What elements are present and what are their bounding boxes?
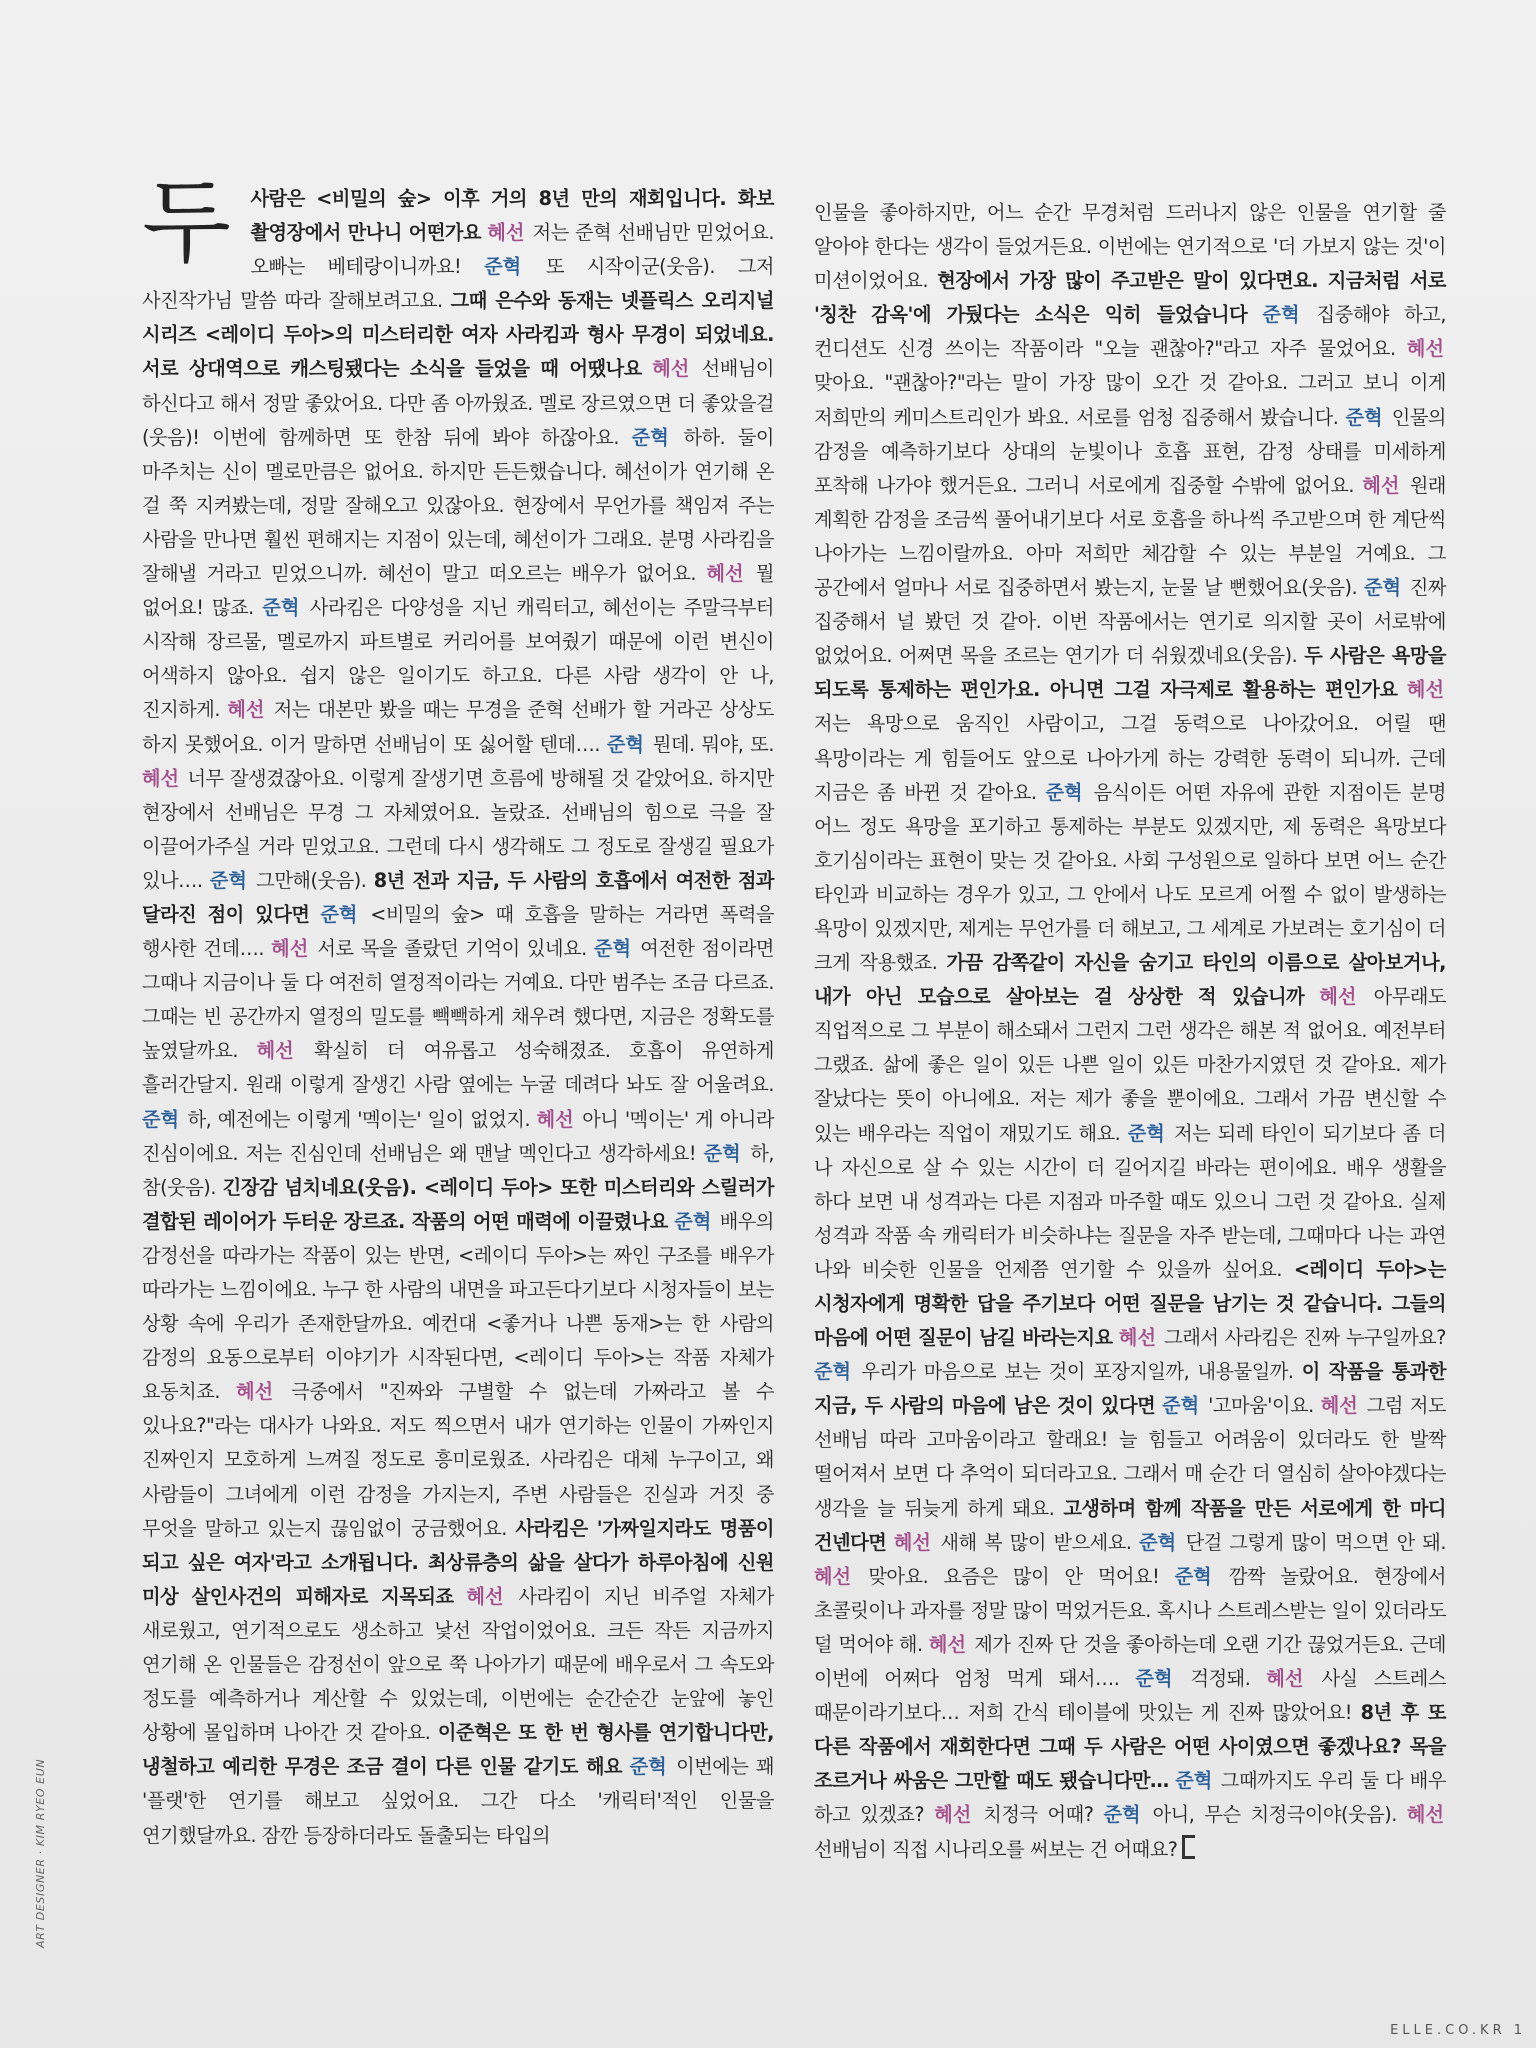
speaker-name: 혜선 — [1406, 337, 1444, 361]
speaker-name: 혜선 — [706, 562, 744, 586]
interview-question: 고생하며 함께 작품을 만든 서로에게 한 마디 건넨다면 — [814, 1496, 1446, 1554]
speaker-name: 준혁 — [1162, 1394, 1200, 1418]
interview-answer: 진짜 집중해서 널 봤던 것 같아. 이번 작품에서는 연기로 의지할 곳이 서로밖에 없었어요. 어쩌면 목을 조르는 연기가 더 쉬웠겠네요(웃음). — [814, 576, 1446, 668]
speaker-name: 준혁 — [1175, 1769, 1213, 1793]
interview-question: 현장에서 가장 많이 주고받은 말이 있다면요. 지금처럼 서로 '칭찬 감옥'에 가뒀다는 소식은 익히 들었습니다 — [814, 269, 1446, 327]
interview-answer: 여전한 점이라면 그때나 지금이나 둘 다 여전히 열정적이라는 거예요. 다만 범주는 조금 다르죠. 그때는 빈 공간까지 열정의 밀도를 빽빽하게 채우려 했다면, 지금은 정확도를 높였달까요. — [142, 937, 775, 1063]
speaker-name: 혜선 — [934, 1803, 972, 1827]
speaker-name: 혜선 — [227, 698, 265, 722]
interview-answer: 또 시작이군(웃음). 그저 사진작가님 말씀 따라 잘해보려고요. — [142, 255, 774, 313]
interview-question: 가끔 감쪽같이 자신을 숨기고 타인의 이름으로 살아보거나, 내가 아닌 모습으로 살아보는 걸 상상한 적 있습니까 — [814, 951, 1446, 1009]
interview-answer: <비밀의 숲> 때 호흡을 말하는 거라면 폭력을 행사한 건데…. — [142, 902, 774, 961]
speaker-name: 혜선 — [1118, 1326, 1156, 1350]
interview-answer: 저는 대본만 봤을 때는 무경을 준혁 선배가 할 거라곤 상상도 하지 못했어요. 이거 말하면 선배님이 또 싫어할 텐데…. — [142, 698, 774, 756]
speaker-name: 준혁 — [814, 1360, 852, 1384]
speaker-name: 준혁 — [262, 596, 300, 620]
interview-answer: 하, 참(웃음). — [142, 1141, 775, 1199]
interview-answer: 저는 욕망으로 움직인 사람이고, 그걸 동력으로 나아갔어요. 어릴 땐 욕망이라는 게 힘들어도 앞으로 나아가게 하는 강력한 동력이 되니까. 근데 지금은 좀 바뀐 것 같아요. — [814, 712, 1446, 804]
speaker-name: 혜선 — [1406, 678, 1444, 702]
interview-answer: 이번에는 꽤 '플랫'한 연기를 해보고 싶었어요. 그간 다소 '캐릭터'적인 인물을 연기했달까요. 잠깐 등장하더라도 돌출되는 타입의 — [142, 1755, 774, 1847]
interview-question: 두 사람은 욕망을 되도록 통제하는 편인가요. 아니면 그걸 자극제로 활용하는 편인가요 — [814, 644, 1446, 702]
interview-answer: 그때까지도 우리 둘 다 배우 하고 있겠죠? — [814, 1769, 1446, 1827]
interview-question: 사라킴은 '가짜일지라도 명품이 되고 싶은 여자'라고 소개됩니다. 최상류층의 삶을 살다가 하루아침에 신원 미상 살인사건의 피해자로 지목되죠 — [142, 1516, 775, 1608]
interview-answer: 원래 계획한 감정을 조금씩 풀어내기보다 서로 호흡을 하나씩 주고받으며 한 계단씩 나아가는 느낌이랄까요. 아마 저희만 체감할 수 있는 부분일 거예요. 그 공간에서 얼마나 서로 집중하면서 봤는지, 눈물 날 뻔했어요(웃음). — [814, 473, 1446, 600]
interview-answer: 그만해(웃음). — [256, 868, 367, 892]
speaker-name: 혜선 — [814, 1564, 852, 1588]
interview-answer: 아니, 무슨 치정극이야(웃음). — [1152, 1803, 1397, 1827]
speaker-name: 준혁 — [1345, 405, 1383, 429]
interview-answer: 그래서 사라킴은 진짜 누구일까요? — [1164, 1326, 1446, 1350]
interview-question: 8년 전과 지금, 두 사람의 호흡에서 여전한 점과 달라진 점이 있다면 — [142, 868, 775, 926]
speaker-name: 준혁 — [594, 937, 632, 961]
speaker-name: 준혁 — [674, 1209, 712, 1233]
speaker-name: 준혁 — [1103, 1803, 1141, 1827]
interview-answer: 인물을 좋아하지만, 어느 순간 무경처럼 드러나지 않은 인물을 연기할 줄 알아야 한다는 생각이 들었거든요. 이번에는 연기적으로 '더 가보지 않는 것'이 미션이었어요. — [814, 201, 1446, 293]
interview-answer: 단걸 그렇게 많이 먹으면 안 돼. — [1185, 1530, 1446, 1554]
interview-question: 이준혁은 또 한 번 형사를 연기합니다만, 냉철하고 예리한 무경은 조금 결이 다른 인물 같기도 해요 — [142, 1721, 774, 1779]
speaker-name: 준혁 — [1135, 1667, 1173, 1691]
speaker-name: 혜선 — [142, 766, 180, 790]
interview-answer: 인물의 감정을 예측하기보다 상대의 눈빛이나 호흡 표현, 감정 상태를 미세하게 포착해 나가야 했거든요. 그러니 서로에게 집중할 수밖에 없어요. — [814, 405, 1447, 497]
speaker-name: 준혁 — [1363, 576, 1402, 600]
interview-answer: 맞아요. "괜찮아?"라는 말이 가장 많이 오간 것 같아요. 그러고 보니 이게 저희만의 케미스트리인가 봐요. 서로를 엄청 집중해서 봤습니다. — [814, 371, 1446, 429]
interview-answer: 극중에서 "진짜와 구별할 수 없는데 가짜라고 볼 수 있나요?"라는 대사가 나와요. 저도 찍으면서 내가 연기하는 인물이 가짜인지 진짜인지 모호하게 느껴질 정도로 흥미로웠죠. 사라킴은 대체 누구이고, 왜 사람들이 그녀에게 이런 감정을 가지는지, 주변 사람들은 진실과 거짓 중 무엇을 말하고 있는지 끊임없이 궁금했어요. — [142, 1380, 774, 1540]
interview-answer: 사라킴은 다양성을 지닌 캐릭터고, 혜선이는 주말극부터 시작해 장르물, 멜로까지 파트별로 커리어를 보여줬기 때문에 이런 변신이 어색하지 않아요. 쉽지 않은 일이기도 하고요. 다른 사람 생각이 안 나, 진지하게. — [142, 596, 774, 722]
interview-answer: 뭘 없어요! 많죠. — [142, 562, 774, 620]
interview-answer: 선배님이 하신다고 해서 정말 좋았어요. 다만 좀 아까웠죠. 멜로 장르였으면 더 좋았을걸(웃음)! 이번에 함께하면 또 한참 뒤에 봐야 하잖아요. — [142, 357, 774, 449]
interview-answer: 사라킴이 지닌 비주얼 자체가 새로웠고, 연기적으로도 생소하고 낯선 작업이었어요. 크든 작든 지금까지 연기해 온 인물들은 감정선이 앞으로 쭉 나아가기 때문에 배우로서 그 속도와 정도를 예측하거나 계산할 수 있었는데, 이번에는 순간순간 눈앞에 놓인 상황에 몰입하며 나아간 것 같아요. — [142, 1584, 774, 1745]
speaker-name: 혜선 — [1362, 473, 1400, 497]
interview-answer: 선배님이 직접 시나리오를 써보는 건 어때요? — [814, 1837, 1178, 1861]
interview-question: 이 작품을 통과한 지금, 두 사람의 마음에 남은 것이 있다면 — [814, 1360, 1446, 1418]
interview-question: 긴장감 넘치네요(웃음). <레이디 두아> 또한 미스터리와 스릴러가 결합된 레이어가 두터운 장르죠. 작품의 어떤 매력에 이끌렸나요 — [142, 1175, 774, 1233]
speaker-name: 준혁 — [1127, 1121, 1165, 1145]
speaker-name: 혜선 — [893, 1530, 931, 1554]
interview-answer: 아무래도 직업적으로 그 부분이 해소돼서 그런지 그런 생각은 해본 적 없어요. 예전부터 그랬죠. 삶에 좋은 일이 있든 나쁜 일이 있든 마찬가지였던 것 같아요. 제가 잘났다는 뜻이 아니에요. 저는 제가 좋을 뿐이에요. 그래서 가끔 변신할 수 있는 배우라는 직업이 재밌기도 해요. — [814, 985, 1447, 1145]
speaker-name: 혜선 — [928, 1632, 966, 1656]
interview-answer: 아니 '멕이는' 게 아니라 진심이에요. 저는 진심인데 선배님은 왜 맨날 멕인다고 생각하세요! — [142, 1107, 774, 1165]
interview-answer: 하하. 둘이 마주치는 신이 멜로만큼은 없어요. 하지만 든든했습니다. 혜선이가 연기해 온 걸 쭉 지켜봤는데, 정말 잘해오고 있잖아요. 현장에서 무언가를 책임져 주는 사람을 만나면 훨씬 편해지는 지점이 있는데, 혜선이가 그래요. 분명 사라킴을 잘해낼 거라고 믿었으니까. 혜선이 말고 떠오르는 배우가 없어요. — [142, 425, 774, 586]
interview-question: <레이디 두아>는 시청자에게 명확한 답을 주기보다 어떤 질문을 남기는 것 같습니다. 그들의 마음에 어떤 질문이 남길 바라는지요 — [814, 1257, 1447, 1350]
speaker-name: 준혁 — [1262, 303, 1300, 327]
interview-answer: 집중해야 하고, 컨디션도 신경 쓰이는 작품이라 "오늘 괜찮아?"라고 자주 물었어요. — [814, 303, 1446, 361]
interview-question: 사람은 <비밀의 숲> 이후 거의 8년 만의 재회입니다. 화보 촬영장에서 만나니 어떤가요 — [250, 187, 774, 245]
interview-answer: 그럼 저도 선배님 따라 고마움이라고 할래요! 늘 힘들고 어려움이 있더라도 한 발짝 떨어져서 보면 다 추억이 되더라고요. 그래서 매 순간 더 열심히 살아야겠다는 생각을 늘 뒤늦게 하게 돼요. — [814, 1394, 1447, 1520]
speaker-name: 준혁 — [320, 902, 358, 926]
interview-answer: 확실히 더 여유롭고 성숙해졌죠. 호흡이 유연하게 흘러간달지. 원래 이렇게 잘생긴 사람 옆에는 누굴 데려다 놔도 잘 어울려요. — [142, 1039, 774, 1097]
speaker-name: 준혁 — [1045, 780, 1083, 804]
speaker-name: 혜선 — [1406, 1803, 1444, 1827]
speaker-name: 혜선 — [466, 1584, 504, 1608]
interview-answer: 배우의 감정선을 따라가는 작품이 있는 반면, <레이디 두아>는 짜인 구조를 배우가 따라가는 느낌이에요. 누구 한 사람의 내면을 파고든다기보다 시청자들이 보는 상황 속에 우리가 존재한달까요. 예컨대 <좋거나 나쁜 동재>는 한 사람의 감정의 요동으로부터 이야기가 시작된다면, <레이디 두아>는 작품 자체가 요동치죠. — [142, 1209, 774, 1404]
speaker-name: 혜선 — [1319, 985, 1357, 1009]
speaker-name: 준혁 — [703, 1141, 741, 1165]
article-column-left — [142, 169, 775, 1853]
speaker-name: 혜선 — [256, 1039, 294, 1063]
interview-answer: 깜짝 놀랐어요. 현장에서 초콜릿이나 과자를 정말 많이 먹었거든요. 혹시나 스트레스받는 일이 있더라도 덜 먹어야 해. — [814, 1564, 1446, 1656]
speaker-name: 혜선 — [536, 1107, 574, 1131]
interview-answer: 치정극 어때? — [983, 1803, 1094, 1827]
interview-answer: 우리가 마음으로 보는 것이 포장지일까, 내용물일까. — [861, 1360, 1294, 1384]
interview-answer: 너무 잘생겼잖아요. 이렇게 잘생기면 흐름에 방해될 것 같았어요. 하지만 현장에서 선배님은 무경 그 자체였어요. 놀랐죠. 선배님의 힘으로 극을 잘 이끌어가주실 거라 믿었고요. 그런데 다시 생각해도 그 정도로 잘생길 필요가 있나…. — [142, 766, 774, 892]
speaker-name: 준혁 — [1174, 1564, 1212, 1588]
art-designer-credit: ART DESIGNER · KIM RYEO EUN — [34, 1758, 47, 1948]
speaker-name: 준혁 — [629, 1755, 667, 1779]
speaker-name: 혜선 — [271, 937, 309, 961]
speaker-name: 혜선 — [1266, 1667, 1304, 1691]
speaker-name: 준혁 — [209, 868, 247, 892]
interview-answer: 저는 되레 타인이 되기보다 좀 더 나 자신으로 살 수 있는 시간이 더 길어지길 바라는 편이에요. 배우 생활을 하다 보면 내 성격과는 다른 지점과 마주할 때도 있으니 그런 것 같아요. 실제 성격과 작품 속 캐릭터가 비슷하냐는 질문을 자주 받는데, 그때마다 나는 과연 나와 비슷한 인물을 언제쯤 연기할 수 있을까 싶어요. — [814, 1121, 1447, 1281]
interview-answer: 뭔데. 뭐야, 또. — [652, 732, 774, 756]
speaker-name: 혜선 — [1320, 1394, 1358, 1418]
interview-question: 8년 후 또 다른 작품에서 재회한다면 그때 두 사람은 어떤 사이였으면 좋겠나요? 목을 조르거나 싸움은 그만할 때도 됐습니다만… — [814, 1701, 1446, 1793]
speaker-name: 혜선 — [487, 221, 525, 245]
speaker-name: 혜선 — [652, 357, 690, 381]
speaker-name: 준혁 — [606, 732, 644, 756]
article-column-right — [814, 196, 1446, 1867]
interview-answer: 서로 목을 졸랐던 기억이 있네요. — [317, 937, 587, 961]
interview-answer: 새해 복 많이 받으세요. — [940, 1530, 1132, 1554]
interview-answer: 하, 예전에는 이렇게 '멕이는' 일이 없었지. — [187, 1107, 531, 1131]
interview-answer: 저는 준혁 선배님만 믿었어요. 오빠는 베테랑이니까요! — [250, 221, 774, 279]
interview-answer: 맞아요. 요즘은 많이 안 먹어요! — [868, 1564, 1160, 1588]
interview-answer: 제가 진짜 단 것을 좋아하는데 오랜 기간 끊었거든요. 근데 이번에 어쩌다 엄청 먹게 돼서…. — [814, 1632, 1447, 1691]
end-mark-icon — [1182, 1835, 1195, 1859]
speaker-name: 준혁 — [631, 425, 669, 449]
speaker-name: 준혁 — [142, 1107, 180, 1131]
interview-answer: '고마움'이요. — [1208, 1394, 1314, 1418]
speaker-name: 준혁 — [484, 255, 522, 279]
interview-answer: 음식이든 어떤 자유에 관한 지점이든 분명 어느 정도 욕망을 포기하고 통제하는 부분도 있겠지만, 제 동력은 욕망보다 호기심이라는 표현이 맞는 것 같아요. 사회 구성원으로 일하다 보면 어느 순간 타인과 비교하는 경우가 있고, 그 안에서 나도 모르게 어쩔 수 없이 발생하는 욕망이 있겠지만, 제게는 무언가를 더 해보고, 그 세계로 가보려는 호기심이 더 크게 작용했죠. — [814, 780, 1446, 975]
speaker-name: 혜선 — [236, 1380, 274, 1404]
interview-answer: 사실 스트레스 때문이라기보다… 저희 간식 테이블에 맛있는 게 진짜 많았어요! — [814, 1667, 1446, 1725]
drop-cap: 두 — [142, 169, 231, 276]
page-folio: ELLE.CO.KR 1 — [1390, 2023, 1526, 2038]
interview-question: 그때 은수와 동재는 넷플릭스 오리지널 시리즈 <레이디 두아>의 미스터리한 여자 사라킴과 형사 무경이 되었네요. 서로 상대역으로 캐스팅됐다는 소식을 들었을 때 어땠나요 — [142, 289, 774, 381]
speaker-name: 준혁 — [1139, 1530, 1177, 1554]
interview-answer: 걱정돼. — [1190, 1667, 1251, 1691]
